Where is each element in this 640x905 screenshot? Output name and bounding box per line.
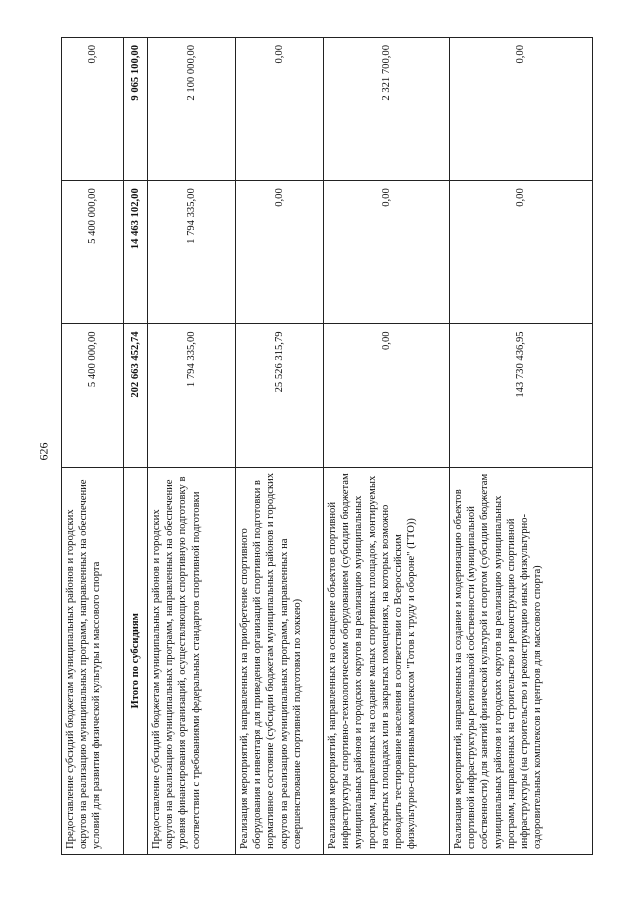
amount-value: 25 526 315,79 (273, 331, 285, 393)
amount-value: 5 400 000,00 (86, 188, 98, 244)
amount-cell (236, 38, 324, 181)
subsidies-table (61, 37, 593, 855)
total-row (124, 38, 148, 855)
amount-value: 0,00 (380, 188, 392, 207)
amount-cell (148, 324, 236, 467)
table-row (236, 38, 324, 855)
table-row (148, 38, 236, 855)
amount-value: 143 730 436,95 (515, 331, 527, 398)
amount-cell (324, 181, 450, 324)
amount-cell (450, 324, 593, 467)
table-row (450, 38, 593, 855)
amount-cell (236, 324, 324, 467)
amount-value: 2 100 000,00 (185, 45, 197, 101)
amount-value: 1 794 335,00 (185, 188, 197, 244)
row-description: Предоставление субсидий бюджетам муниципальных районов и городских округов на реализацию муниципальных программ, направленных на обеспечение уровня финансирования организаций, осуществляющих спортивную подготовку в соответствии с требованиями федеральных стандартов спортивной подготовки (148, 467, 236, 854)
amount-cell (62, 38, 124, 181)
total-amount-value: 9 065 100,00 (129, 45, 141, 101)
table-row (324, 38, 450, 855)
total-amount-cell (124, 181, 148, 324)
amount-cell (236, 181, 324, 324)
amount-cell (450, 181, 593, 324)
total-label: Итого по субсидиям (124, 467, 148, 854)
total-amount-cell (124, 324, 148, 467)
amount-cell (324, 38, 450, 181)
amount-value: 0,00 (515, 45, 527, 64)
total-amount-value: 14 463 102,00 (129, 188, 141, 250)
row-description: Реализация мероприятий, направленных на приобретение спортивного оборудования и инвентаря для приведения организаций спортивной подготовки в нормативное состояние (субсидии бюджетам муниципальных районов и городских округов на реализацию муниципальных программ, направленных на совершенствование спортивной подготовки по хоккею) (236, 467, 324, 854)
amount-cell (324, 324, 450, 467)
amount-value: 5 400 000,00 (86, 331, 98, 388)
amount-value: 0,00 (273, 188, 285, 207)
total-amount-value: 202 663 452,74 (129, 331, 141, 398)
amount-value: 0,00 (86, 45, 98, 64)
row-description: Реализация мероприятий, направленных на создание и модернизацию объектов спортивной инфраструктуры региональной собственности (муниципальной собственности) для занятий физической культурой и спортом (субсидии бюджетам муниципальных районов и городских округов на реализацию муниципальных программ, направленных на строительство и реконструкцию спортивной инфраструктуры (на строительство и реконструкцию иных физкультурно-оздоровительных комплексов и центров для массового спорта) (450, 467, 593, 854)
amount-cell (62, 181, 124, 324)
total-amount-cell (124, 38, 148, 181)
amount-value: 2 321 700,00 (380, 45, 392, 101)
subsidies-table-sheet (61, 37, 592, 855)
amount-value: 1 794 335,00 (185, 331, 197, 388)
amount-value: 0,00 (273, 45, 285, 64)
table-row (62, 38, 124, 855)
amount-cell (148, 38, 236, 181)
page-number: 626 (36, 442, 51, 461)
amount-cell (450, 38, 593, 181)
amount-cell (148, 181, 236, 324)
row-description: Предоставление субсидий бюджетам муниципальных районов и городских округов на реализацию муниципальных программ, направленных на обеспечение условий для развития физической культуры и массового спорта (62, 467, 124, 854)
row-description: Реализация мероприятий, направленных на оснащение объектов спортивной инфраструктуры спортивно-технологическим оборудованием (субсидии бюджетам муниципальных районов и городских округов на реализацию муниципальных программ, направленных на создание малых спортивных площадок, монтируемых на открытых площадках или в закрытых помещениях, на которых возможно проводить тестирование населения в соответствии со Всероссийским физкультурно-спортивным комплексом "Готов к труду и обороне" (ГТО)) (324, 467, 450, 854)
amount-cell (62, 324, 124, 467)
amount-value: 0,00 (515, 188, 527, 207)
amount-value: 0,00 (380, 331, 392, 350)
